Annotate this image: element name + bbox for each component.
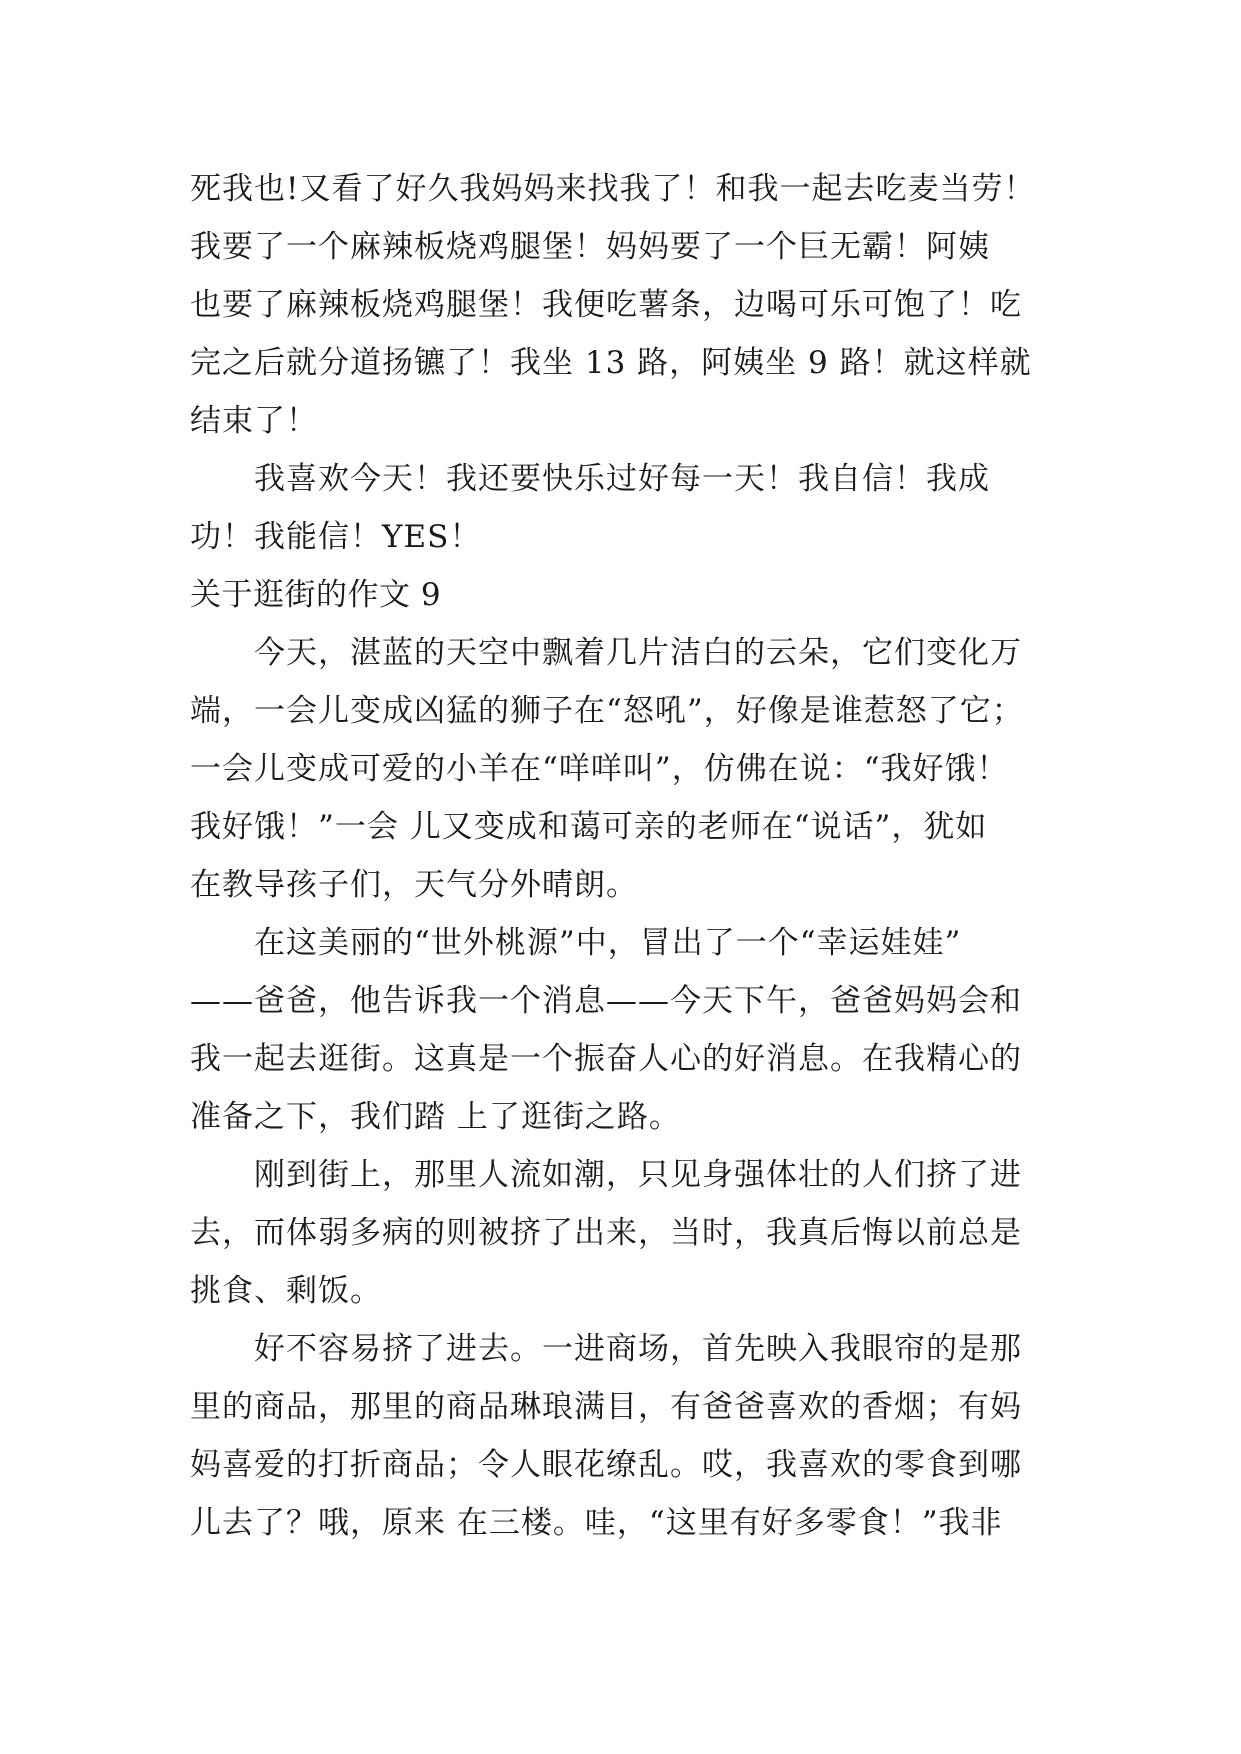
text-line: 儿去了？哦，原来 在三楼。哇，“这里有好多零食！”我非 bbox=[190, 1505, 1003, 1541]
text-line: 功！我能信！YES！ bbox=[190, 519, 482, 555]
paragraph-start-line: 今天，湛蓝的天空中飘着几片洁白的云朵，它们变化万 bbox=[254, 635, 1022, 671]
text-line: 里的商品，那里的商品琳琅满目，有爸爸喜欢的香烟；有妈 bbox=[190, 1389, 1022, 1425]
text-line: 妈喜爱的打折商品；令人眼花缭乱。哎，我喜欢的零食到哪 bbox=[190, 1447, 1022, 1483]
section-title: 关于逛街的作文 9 bbox=[190, 577, 442, 613]
text-line: 我一起去逛街。这真是一个振奋人心的好消息。在我精心的 bbox=[190, 1041, 1022, 1077]
document-page bbox=[190, 160, 1060, 1552]
text-line: 我好饿！”一会 儿又变成和蔼可亲的老师在“说话”，犹如 bbox=[190, 809, 988, 845]
text-line: 去，而体弱多病的则被挤了出来，当时，我真后悔以前总是 bbox=[190, 1215, 1022, 1251]
text-line: 准备之下，我们踏 上了逛街之路。 bbox=[190, 1099, 681, 1135]
paragraph-start-line: 在这美丽的“世外桃源”中，冒出了一个“幸运娃娃” bbox=[254, 925, 962, 961]
text-line: 结束了！ bbox=[190, 403, 318, 439]
paragraph-start-line: 好不容易挤了进去。一进商场，首先映入我眼帘的是那 bbox=[254, 1331, 1022, 1367]
text-line: 完之后就分道扬镳了！我坐 13 路，阿姨坐 9 路！就这样就 bbox=[190, 345, 1032, 381]
text-line: 我要了一个麻辣板烧鸡腿堡！妈妈要了一个巨无霸！阿姨 bbox=[190, 229, 990, 265]
text-line: 也要了麻辣板烧鸡腿堡！我便吃薯条，边喝可乐可饱了！吃 bbox=[190, 287, 1022, 323]
text-line: 端，一会儿变成凶猛的狮子在“怒吼”，好像是谁惹怒了它； bbox=[190, 693, 1024, 729]
text-line: 在教导孩子们，天气分外晴朗。 bbox=[190, 867, 638, 903]
text-line: 一会儿变成可爱的小羊在“咩咩叫”，仿佛在说：“我好饿！ bbox=[190, 751, 1009, 787]
paragraph-start-line: 我喜欢今天！我还要快乐过好每一天！我自信！我成 bbox=[254, 461, 990, 497]
text-line: ——爸爸，他告诉我一个消息——今天下午，爸爸妈妈会和 bbox=[190, 983, 1022, 1019]
text-line: 死我也!又看了好久我妈妈来找我了！和我一起去吃麦当劳！ bbox=[190, 171, 1036, 207]
text-line: 挑食、剩饭。 bbox=[190, 1273, 382, 1309]
paragraph-start-line: 刚到街上，那里人流如潮，只见身强体壮的人们挤了进 bbox=[254, 1157, 1022, 1193]
